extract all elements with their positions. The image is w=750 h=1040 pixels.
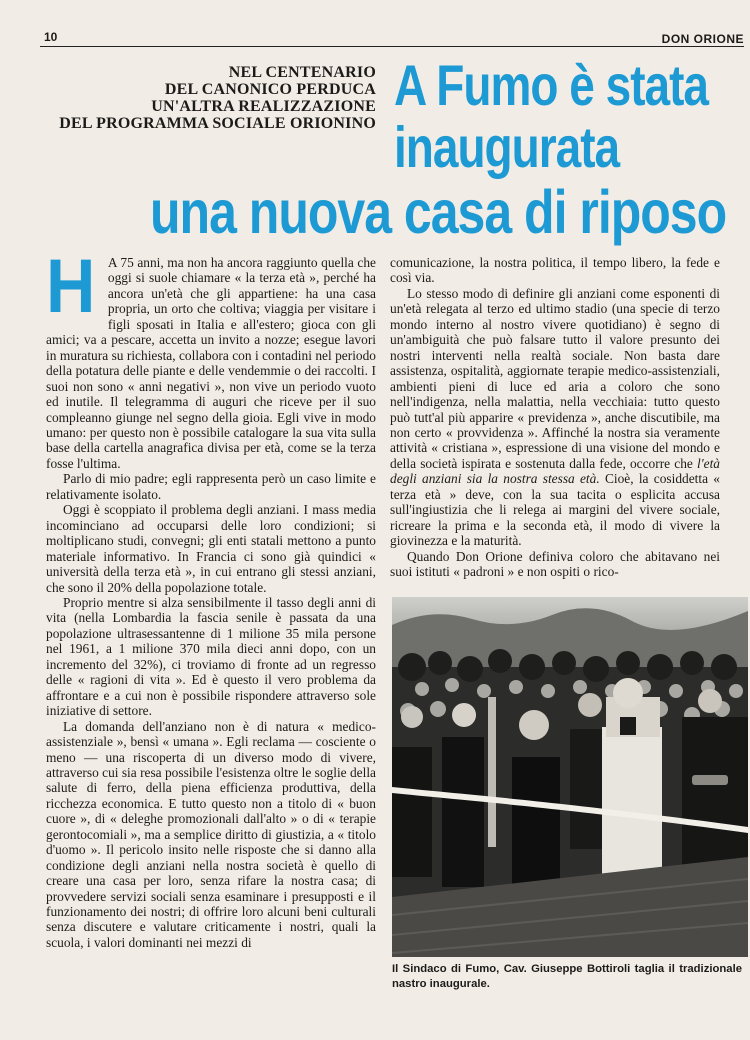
right-column: [390, 255, 720, 580]
kicker-line: DEL CANONICO PERDUCA: [164, 81, 376, 98]
italic-emphasis: l'età degli anziani sia la nostra stessa età.: [390, 455, 720, 487]
ribbon-cutting-photo: [392, 597, 748, 957]
paragraph: comunicazione, la nostra politica, il tempo libero, la fede e così via.: [390, 255, 720, 286]
header-rule: [40, 46, 744, 47]
headline-line-3: una nuova casa di riposo: [150, 178, 727, 247]
paragraph-text: Lo stesso modo di definire gli anziani come esponenti di un'età relegata al terzo ed ultimo stadio (una specie di terzo mondo interno al nostro vivere quotidiano) è segno di un'ambiguità che può falsare tutto il valore presunto dei nostri interventi nella realtà sociale. Non basta dare assistenza, ospitalità, aggiornate terapie medico-assistenziali, ambienti pieni di luce ed aria a coloro che sono nell'indigenza, nella malattia, nella vecchiaia: tutto questo può tutt'al più apparire « previdenza », anche discutibile, ma non certo « provvidenza ». Affinché la nostra sia veramente attività « cristiana », espressione di una visione del mondo e della società ispirata e sostenuta dalla fede, occorre che: [390, 285, 720, 471]
headline-line-2: inaugurata: [394, 114, 620, 180]
left-column: [46, 244, 376, 950]
kicker-line: DEL PROGRAMMA SOCIALE ORIONINO: [59, 115, 376, 132]
paragraph: Oggi è scoppiato il problema degli anziani. I mass media incominciano ad occuparsi delle loro condizioni; si moltiplicano studi, convegni; gli enti statali mettono a punto materiale informativo. In Francia ci sono già quindici « università della terza età », in cui entrano gli stessi anziani, che sono il 20% della popolazione totale.: [46, 502, 376, 595]
magazine-name: DON ORIONE: [661, 32, 744, 46]
drop-cap: H: [46, 244, 96, 329]
photo-illustration: [392, 597, 748, 957]
kicker-line: NEL CENTENARIO: [228, 64, 376, 81]
kicker-line: UN'ALTRA REALIZZAZIONE: [151, 98, 376, 115]
paragraph-text: Cioè, la cosiddetta « terza età » deve, con la sua tacita o esplicita accusa sull'ingiustizia che li relega ai margini del vivere sociale, ricreare la prima e la seconda età, il modo di vivere la giovinezza e la maturità.: [390, 471, 720, 549]
paragraph: [390, 286, 720, 549]
paragraph: La domanda dell'anziano non è di natura « medico-assistenziale », bensì « umana ». Egli reclama — cosciente o meno — una riscoperta di un diverso modo di vivere, attraverso cui sia resa possibile l'esistenza oltre le soglie della salute di ferro, della piena efficienza produttiva, della ricchezza economica. E tutto questo non a titolo di « buon cuore », di « deleghe promozionali dall'alto » o di « terapie gerontocomiali », ma a semplice diritto di giustizia, a « titolo d'uomo ». Il pericolo insito nelle risposte che si danno alla condizione degli anziani nella nostra società è quello di creare una casa per loro, senza rifare la nostra casa; di provvedere servizi sociali senza esaminare i presupposti e il funzionamento dei nostri; di offrire loro alcuni beni culturali senza discutere e valutare criticamente i nostri, quali la scuola, i valori dominanti nei mezzi di: [46, 718, 376, 950]
paragraph: Proprio mentre si alza sensibilmente il tasso degli anni di vita (nella Lombardia la fascia senile è passata da una popolazione ultrasessantenne di 1 milione 35 mila persone nel 1961, a 1 milione 370 mila dieci anni dopo, con un incremento del 32%), ci troviamo di fronte ad un regresso delle « ragioni di vita ». Ed è questo il vero problema da affrontare e a cui non è possibile rispondere attraverso sole iniziative di settore.: [46, 594, 376, 719]
page-number: 10: [44, 30, 58, 44]
paragraph: Parlo di mio padre; egli rappresenta però un caso limite e relativamente isolato.: [46, 471, 376, 502]
photo-caption: Il Sindaco di Fumo, Cav. Giuseppe Bottiroli taglia il tradizionale nastro inaugurale.: [392, 963, 742, 990]
kicker: [40, 64, 376, 132]
headline-line-1: A Fumo è stata: [394, 52, 709, 118]
paragraph: Quando Don Orione definiva coloro che abitavano nei suoi istituti « padroni » e non ospiti o rico-: [390, 548, 720, 580]
paragraph: A 75 anni, ma non ha ancora raggiunto quella che oggi si suole chiamare « la terza età », perché ha ancora un'età che gli appartiene: ha una casa propria, un orto che coltiva; viaggia per visitare i figli sposati in Italia e all'estero; gioca con gli amici; va a pescare, accetta un invito a nozze; esegue lavori in muratura su richiesta, collabora con i contadini nel periodo della potatura delle piante e delle vendemmie o dei raccolti. I suoi non sono « anni negativi », non vive un periodo vuoto ed inutile. Il telegramma di auguri che riceve per il suo compleanno giunge nel segno della gioia. Egli vive in modo umano: per questo non è possibile catalogare la sua vita sulla base della cartella anagrafica divisa per età, come se la terza fosse l'ultima.: [46, 255, 376, 471]
